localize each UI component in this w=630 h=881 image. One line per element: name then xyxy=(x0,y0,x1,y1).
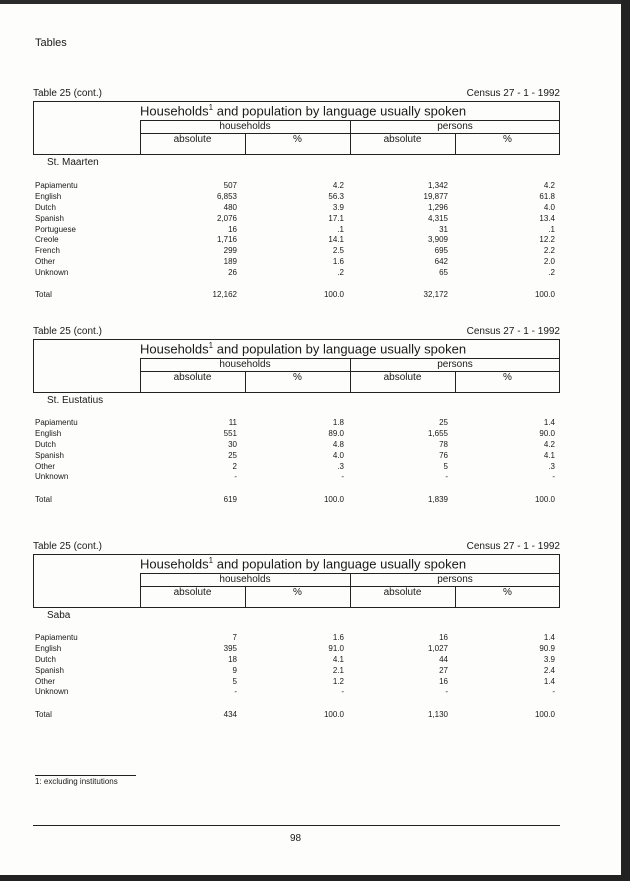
persons-percent: 1.4 xyxy=(543,633,555,642)
row-label: Total xyxy=(35,710,52,720)
spacer xyxy=(35,279,560,290)
persons-percent: - xyxy=(552,687,555,697)
households-percent: .1 xyxy=(337,224,344,234)
households-percent: 4.0 xyxy=(332,450,344,460)
table-row xyxy=(35,677,560,688)
households-absolute: 395 xyxy=(223,643,237,653)
persons-percent: 100.0 xyxy=(534,710,555,720)
table-row xyxy=(35,633,560,644)
scan-edge-top xyxy=(0,0,630,4)
persons-absolute: 19,877 xyxy=(423,191,448,201)
households-percent: 1.6 xyxy=(332,633,344,642)
table-row xyxy=(35,181,560,192)
row-label: Papiamentu xyxy=(35,633,78,642)
census-date: Census 27 - 1 - 1992 xyxy=(466,541,560,552)
group-persons: persons xyxy=(437,121,473,132)
households-absolute: - xyxy=(234,687,237,697)
households-percent: 2.1 xyxy=(332,665,344,675)
persons-absolute: 1,655 xyxy=(427,428,448,438)
persons-absolute: 65 xyxy=(439,268,448,278)
table-label: Table 25 (cont.) xyxy=(33,541,102,552)
col-hh-absolute: absolute xyxy=(173,372,212,383)
census-date: Census 27 - 1 - 1992 xyxy=(466,88,560,99)
table-row xyxy=(35,257,560,268)
table-row xyxy=(35,235,560,246)
total-row xyxy=(35,290,560,301)
table-body xyxy=(35,181,560,301)
region-heading: St. Eustatius xyxy=(47,395,104,406)
persons-absolute: 76 xyxy=(439,450,448,460)
households-percent: 1.2 xyxy=(332,676,344,686)
table-row xyxy=(35,440,560,451)
row-label: Creole xyxy=(35,235,59,245)
bottom-rule xyxy=(33,825,560,826)
persons-percent: 1.4 xyxy=(543,418,555,427)
table-title-main: Households xyxy=(140,556,209,572)
households-percent: 100.0 xyxy=(323,495,344,505)
households-absolute: 299 xyxy=(223,246,237,256)
households-absolute: 507 xyxy=(223,181,237,190)
group-persons: persons xyxy=(437,359,473,370)
table-row xyxy=(35,472,560,483)
footnote-ref: 1 xyxy=(208,341,214,350)
households-absolute: 11 xyxy=(228,418,237,427)
persons-percent: 4.2 xyxy=(543,439,555,449)
table-title-main: Households xyxy=(140,103,209,119)
persons-percent: 2.2 xyxy=(543,246,555,256)
persons-absolute: 1,839 xyxy=(427,495,448,505)
table-caption-row xyxy=(33,541,560,555)
table-title-rest: and population by language usually spoken xyxy=(213,103,467,119)
row-label: Spanish xyxy=(35,213,64,223)
group-persons: persons xyxy=(437,574,473,585)
row-label: Other xyxy=(35,676,56,686)
households-percent: 100.0 xyxy=(323,290,344,300)
households-percent: 17.1 xyxy=(328,213,344,223)
persons-percent: .3 xyxy=(548,461,555,471)
row-label: Other xyxy=(35,461,56,471)
persons-absolute: 1,130 xyxy=(427,710,448,720)
row-label: French xyxy=(35,246,60,256)
persons-percent: 100.0 xyxy=(534,290,555,300)
table-title-rest: and population by language usually spoken xyxy=(213,341,467,357)
persons-percent: .1 xyxy=(548,224,555,234)
households-percent: 91.0 xyxy=(328,643,344,653)
row-label: Unknown xyxy=(35,268,69,278)
table-row xyxy=(35,451,560,462)
households-absolute: 6,853 xyxy=(216,191,237,201)
households-absolute: 26 xyxy=(228,268,237,278)
persons-percent: 4.0 xyxy=(543,202,555,212)
persons-absolute: 1,027 xyxy=(427,643,448,653)
scan-edge-right xyxy=(621,0,630,881)
table-row xyxy=(35,429,560,440)
households-absolute: 551 xyxy=(223,428,237,438)
row-label: English xyxy=(35,191,62,201)
table-row xyxy=(35,192,560,203)
table-title-main: Households xyxy=(140,341,209,357)
footnote: 1: excluding institutions xyxy=(35,777,118,786)
households-percent: 4.1 xyxy=(332,654,344,664)
footnote-ref: 1 xyxy=(208,103,214,112)
group-households: households xyxy=(219,359,271,370)
row-label: Unknown xyxy=(35,687,69,697)
households-absolute: 30 xyxy=(228,439,237,449)
households-percent: 4.2 xyxy=(332,181,344,190)
households-absolute: 25 xyxy=(228,450,237,460)
persons-absolute: 16 xyxy=(439,676,448,686)
table-row xyxy=(35,644,560,655)
persons-absolute: 1,342 xyxy=(427,181,448,190)
households-percent: 1.6 xyxy=(332,257,344,267)
table-label: Table 25 (cont.) xyxy=(33,326,102,337)
table-body xyxy=(35,633,560,721)
region-heading: Saba xyxy=(47,610,71,621)
col-hh-percent: % xyxy=(293,134,302,145)
table-title xyxy=(140,556,466,571)
persons-percent: - xyxy=(552,472,555,482)
households-percent: 14.1 xyxy=(328,235,344,245)
households-percent: 2.5 xyxy=(332,246,344,256)
persons-percent: 2.4 xyxy=(543,665,555,675)
households-absolute: 1,716 xyxy=(216,235,237,245)
persons-percent: 12.2 xyxy=(539,235,555,245)
row-label: Spanish xyxy=(35,450,64,460)
households-absolute: 7 xyxy=(232,633,237,642)
table-row xyxy=(35,268,560,279)
col-persons-percent: % xyxy=(503,134,512,145)
spacer xyxy=(35,483,560,495)
households-absolute: 2 xyxy=(232,461,237,471)
table-header-box xyxy=(33,340,560,393)
col-hh-absolute: absolute xyxy=(173,134,212,145)
persons-absolute: 44 xyxy=(439,654,448,664)
table-title xyxy=(140,103,466,118)
households-percent: 89.0 xyxy=(328,428,344,438)
row-label: Portuguese xyxy=(35,224,76,234)
persons-absolute: 1,296 xyxy=(427,202,448,212)
persons-percent: 13.4 xyxy=(539,213,555,223)
households-percent: 4.8 xyxy=(332,439,344,449)
households-percent: .3 xyxy=(337,461,344,471)
table-row xyxy=(35,225,560,236)
households-absolute: 12,162 xyxy=(212,290,237,300)
table-title-rest: and population by language usually spoken xyxy=(213,556,467,572)
persons-percent: 100.0 xyxy=(534,495,555,505)
persons-absolute: 31 xyxy=(439,224,448,234)
row-label: English xyxy=(35,428,62,438)
households-percent: 56.3 xyxy=(328,191,344,201)
persons-percent: 3.9 xyxy=(543,654,555,664)
row-label: Papiamentu xyxy=(35,181,78,190)
households-absolute: 189 xyxy=(223,257,237,267)
persons-percent: 90.9 xyxy=(539,643,555,653)
table-row xyxy=(35,655,560,666)
table-label: Table 25 (cont.) xyxy=(33,88,102,99)
col-persons-absolute: absolute xyxy=(383,372,422,383)
households-absolute: 18 xyxy=(228,654,237,664)
running-header: Tables xyxy=(35,37,67,49)
table-caption-row xyxy=(33,88,560,102)
row-label: English xyxy=(35,643,62,653)
households-percent: .2 xyxy=(337,268,344,278)
persons-absolute: 4,315 xyxy=(427,213,448,223)
persons-absolute: 78 xyxy=(439,439,448,449)
table-row xyxy=(35,687,560,698)
table-header-box xyxy=(33,102,560,155)
table-block xyxy=(33,326,560,393)
persons-percent: 90.0 xyxy=(539,428,555,438)
col-persons-absolute: absolute xyxy=(383,134,422,145)
persons-absolute: 3,909 xyxy=(427,235,448,245)
region-heading: St. Maarten xyxy=(47,157,99,168)
persons-absolute: 32,172 xyxy=(423,290,448,300)
table-body xyxy=(35,418,560,506)
row-label: Dutch xyxy=(35,654,56,664)
households-percent: 1.8 xyxy=(332,418,344,427)
table-block xyxy=(33,88,560,155)
persons-percent: 4.1 xyxy=(543,450,555,460)
table-header-box xyxy=(33,555,560,608)
row-label: Dutch xyxy=(35,439,56,449)
row-label: Dutch xyxy=(35,202,56,212)
scan-edge-bottom xyxy=(0,875,630,881)
households-percent: 3.9 xyxy=(332,202,344,212)
households-absolute: 5 xyxy=(232,676,237,686)
households-percent: - xyxy=(341,472,344,482)
households-absolute: 619 xyxy=(223,495,237,505)
page-number: 98 xyxy=(290,833,302,844)
total-row xyxy=(35,710,560,721)
row-label: Spanish xyxy=(35,665,64,675)
row-label: Unknown xyxy=(35,472,69,482)
households-absolute: 2,076 xyxy=(216,213,237,223)
persons-absolute: 642 xyxy=(434,257,448,267)
spacer xyxy=(35,698,560,710)
col-hh-percent: % xyxy=(293,587,302,598)
households-percent: - xyxy=(341,687,344,697)
table-title xyxy=(140,341,466,356)
table-row xyxy=(35,203,560,214)
households-percent: 100.0 xyxy=(323,710,344,720)
table-row xyxy=(35,418,560,429)
households-absolute: 480 xyxy=(223,202,237,212)
persons-percent: 61.8 xyxy=(539,191,555,201)
row-label: Total xyxy=(35,290,52,300)
households-absolute: 16 xyxy=(228,224,237,234)
table-block xyxy=(33,541,560,608)
persons-percent: .2 xyxy=(548,268,555,278)
col-hh-absolute: absolute xyxy=(173,587,212,598)
group-households: households xyxy=(219,121,271,132)
persons-percent: 4.2 xyxy=(543,181,555,190)
persons-absolute: 5 xyxy=(443,461,448,471)
group-households: households xyxy=(219,574,271,585)
col-hh-percent: % xyxy=(293,372,302,383)
col-persons-absolute: absolute xyxy=(383,587,422,598)
persons-percent: 1.4 xyxy=(543,676,555,686)
total-row xyxy=(35,495,560,506)
persons-absolute: - xyxy=(445,472,448,482)
census-date: Census 27 - 1 - 1992 xyxy=(466,326,560,337)
table-caption-row xyxy=(33,326,560,340)
table-row xyxy=(35,246,560,257)
persons-percent: 2.0 xyxy=(543,257,555,267)
col-persons-percent: % xyxy=(503,587,512,598)
persons-absolute: 27 xyxy=(439,665,448,675)
persons-absolute: 16 xyxy=(439,633,448,642)
households-absolute: 434 xyxy=(223,710,237,720)
footnote-ref: 1 xyxy=(208,556,214,565)
table-row xyxy=(35,462,560,473)
col-persons-percent: % xyxy=(503,372,512,383)
persons-absolute: 25 xyxy=(439,418,448,427)
persons-absolute: - xyxy=(445,687,448,697)
table-row xyxy=(35,666,560,677)
households-absolute: 9 xyxy=(232,665,237,675)
row-label: Other xyxy=(35,257,56,267)
row-label: Papiamentu xyxy=(35,418,78,427)
row-label: Total xyxy=(35,495,52,505)
footnote-rule xyxy=(35,775,136,776)
households-absolute: - xyxy=(234,472,237,482)
table-row xyxy=(35,214,560,225)
persons-absolute: 695 xyxy=(434,246,448,256)
